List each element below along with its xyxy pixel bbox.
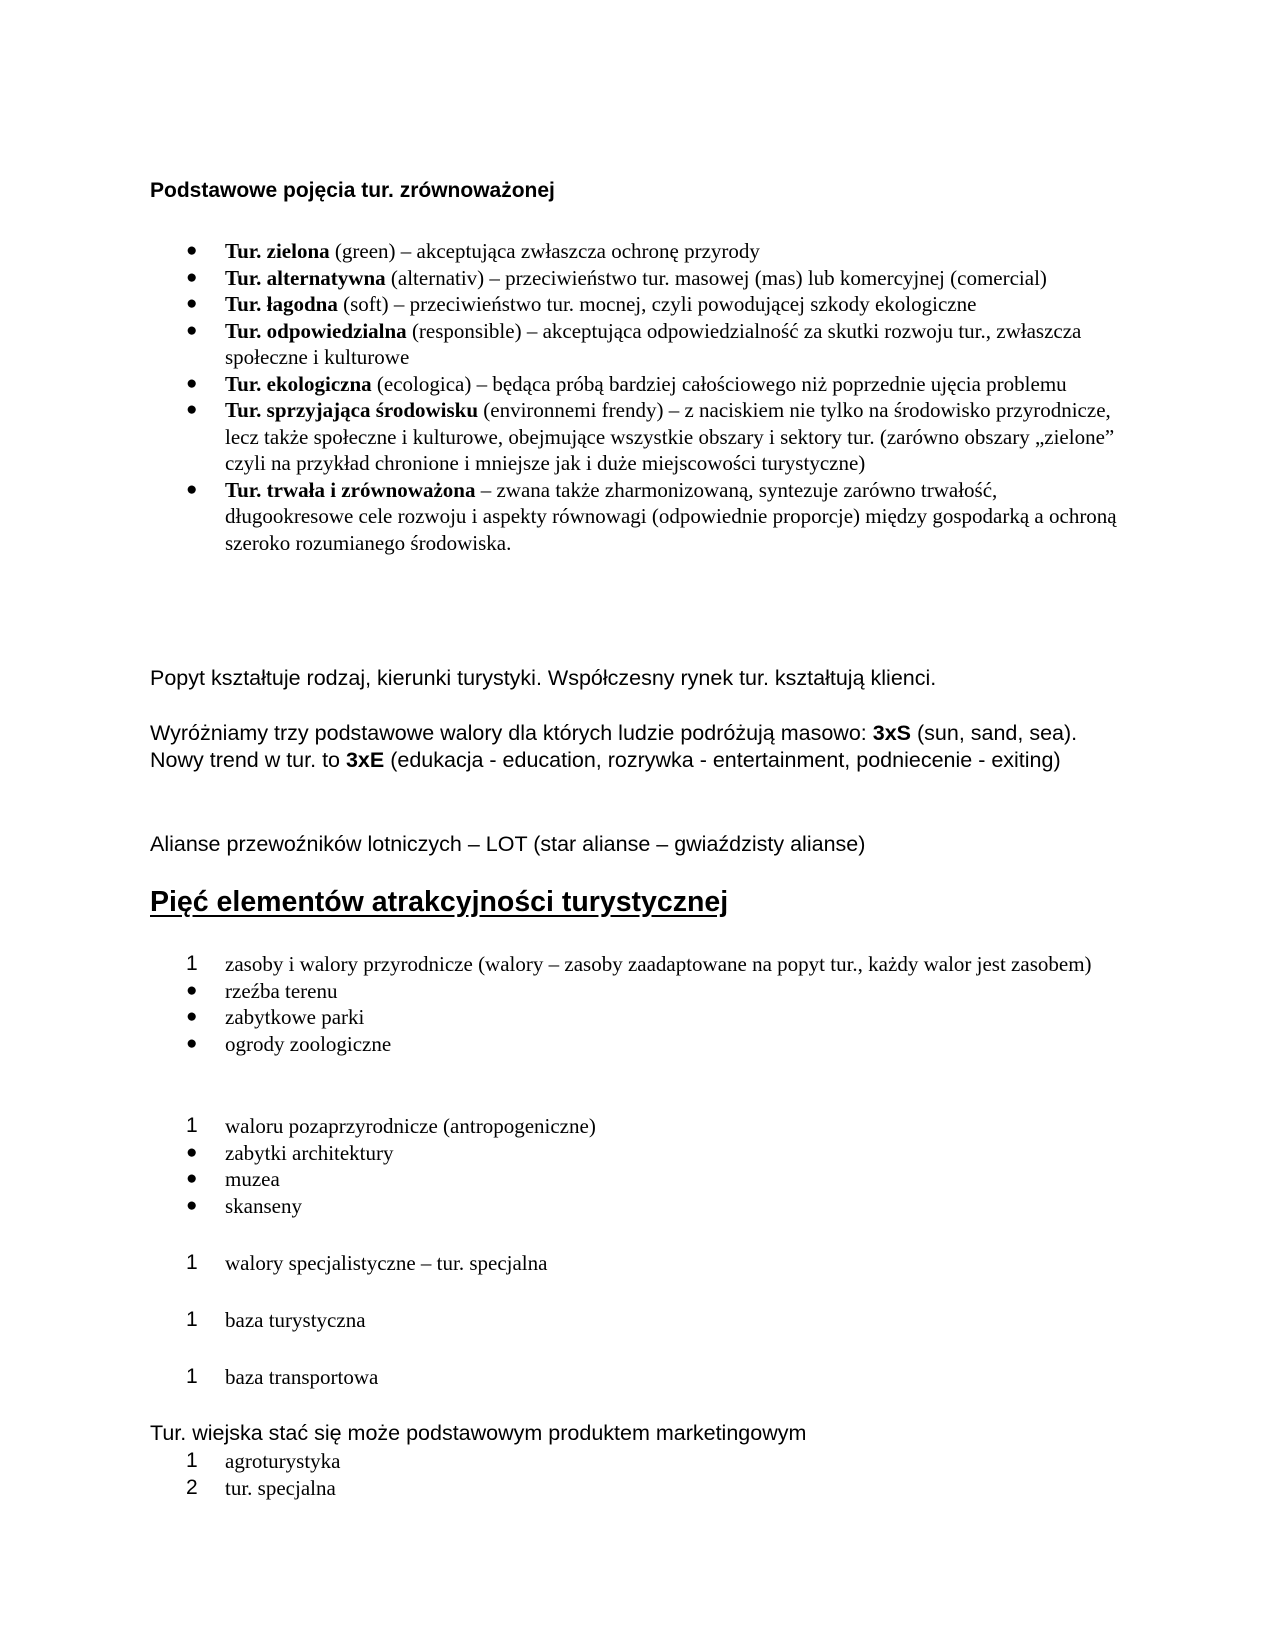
concept-description: (green) – akceptująca zwłaszcza ochronę przyrody bbox=[329, 239, 760, 263]
list-item bbox=[150, 318, 1130, 371]
item-number: 1 bbox=[186, 1365, 198, 1388]
bullet-icon: ● bbox=[186, 1168, 198, 1189]
paragraph-wiejska: Tur. wiejska stać się może podstawowym produktem marketingowym bbox=[150, 1421, 807, 1445]
concept-description: (ecologica) – będąca próbą bardziej całościowego niż poprzednie ujęcia problemu bbox=[371, 371, 1067, 396]
bullet-icon: ● bbox=[186, 979, 198, 1001]
list-item bbox=[150, 1193, 1130, 1220]
section-heading-intro: Podstawowe pojęcia tur. zrównoważonej bbox=[150, 179, 555, 202]
concept-term: Tur. zielona bbox=[225, 239, 330, 263]
section-heading-five-elements: Pięć elementów atrakcyjności turystycznej bbox=[150, 886, 729, 918]
bullet-icon: ● bbox=[186, 266, 198, 288]
numbered-item bbox=[150, 951, 1130, 978]
concept-description: (responsible) – akceptująca odpowiedzialność za skutki rozwoju tur., zwłaszcza społeczne i kulturowe bbox=[225, 318, 1082, 369]
paragraph-alianse: Alianse przewoźników lotniczych – LOT (star alianse – gwiaździsty alianse) bbox=[150, 832, 866, 856]
group-anthropogenic-values bbox=[150, 1113, 1130, 1219]
bullet-icon: ● bbox=[186, 1006, 198, 1027]
bullet-icon: ● bbox=[186, 1194, 198, 1216]
item-label: zabytkowe parki bbox=[225, 1005, 365, 1029]
item-label: walory specjalistyczne – tur. specjalna bbox=[225, 1251, 548, 1275]
item-label: agroturystyka bbox=[225, 1449, 341, 1473]
item-label: baza turystyczna bbox=[225, 1308, 366, 1332]
numbered-item bbox=[150, 1250, 1130, 1277]
concept-term: Tur. sprzyjająca środowisku bbox=[225, 398, 479, 422]
concepts-list bbox=[150, 238, 1130, 556]
bullet-icon: ● bbox=[186, 399, 198, 420]
bullet-icon: ● bbox=[186, 478, 198, 500]
group-tourist-base bbox=[150, 1307, 1130, 1334]
concept-term: Tur. alternatywna bbox=[225, 265, 386, 290]
bullet-icon: ● bbox=[186, 319, 198, 341]
list-item bbox=[150, 371, 1130, 398]
numbered-item bbox=[150, 1364, 1130, 1391]
text-run: (sun, sand, sea). Nowy trend w tur. to bbox=[150, 721, 1078, 772]
bullet-icon: ● bbox=[186, 1032, 198, 1054]
concept-description: – zwana także zharmonizowaną, syntezuje zarówno trwałość, długookresowe cele rozwoju i aspekty równowagi (odpowiednie proporcje) między gospodarką a ochroną szeroko rozumianego środowiska. bbox=[225, 477, 1117, 555]
emphasis-3xE: 3xE bbox=[345, 747, 385, 772]
concept-term: Tur. ekologiczna bbox=[225, 371, 372, 396]
item-label: skanseny bbox=[225, 1193, 302, 1218]
item-number: 1 bbox=[186, 1449, 198, 1472]
list-item bbox=[150, 1031, 1130, 1058]
concept-description: (soft) – przeciwieństwo tur. mocnej, czyli powodującej szkody ekologiczne bbox=[337, 292, 977, 316]
rural-tourism-list bbox=[150, 1448, 1130, 1501]
concept-description: (alternativ) – przeciwieństwo tur. masowej (mas) lub komercyjnej (comercial) bbox=[385, 265, 1047, 290]
item-label: rzeźba terenu bbox=[225, 978, 338, 1003]
item-label: waloru pozaprzyrodnicze (antropogeniczne) bbox=[225, 1114, 596, 1138]
emphasis-3xS: 3xS bbox=[872, 721, 912, 745]
numbered-item bbox=[150, 1475, 1130, 1502]
item-label: zabytki architektury bbox=[225, 1140, 394, 1165]
bullet-icon: ● bbox=[186, 293, 198, 314]
item-label: baza transportowa bbox=[225, 1365, 379, 1389]
list-item bbox=[150, 265, 1130, 292]
list-item bbox=[150, 291, 1130, 318]
group-specialist-values bbox=[150, 1250, 1130, 1277]
bullet-icon: ● bbox=[186, 372, 198, 394]
numbered-item bbox=[150, 1113, 1130, 1140]
item-number: 1 bbox=[186, 1114, 198, 1137]
list-item bbox=[150, 1004, 1130, 1031]
list-item bbox=[150, 978, 1130, 1005]
concept-term: Tur. łagodna bbox=[225, 292, 338, 316]
item-number: 1 bbox=[186, 1308, 198, 1331]
text-run: Wyróżniamy trzy podstawowe walory dla których ludzie podróżują masowo: bbox=[150, 721, 873, 745]
group-transport-base bbox=[150, 1364, 1130, 1391]
numbered-item bbox=[150, 1448, 1130, 1475]
concept-description: (environnemi frendy) – z naciskiem nie tylko na środowisko przyrodnicze, lecz także społeczne i kulturowe, obejmujące wszystkie obszary i sektory tur. (zarówno obszary „zielone” czyli na przykład chronione i mniejsze jak i duże miejscowości turystyczne) bbox=[225, 398, 1115, 475]
paragraph-popyt: Popyt kształtuje rodzaj, kierunki turystyki. Współczesny rynek tur. kształtują klienci. bbox=[150, 666, 937, 690]
item-label: ogrody zoologiczne bbox=[225, 1031, 392, 1056]
list-item bbox=[150, 1140, 1130, 1167]
item-label: zasoby i walory przyrodnicze (walory – zasoby zaadaptowane na popyt tur., każdy walor jest zasobem) bbox=[225, 952, 1092, 976]
item-number: 1 bbox=[186, 952, 198, 975]
text-run: (edukacja - education, rozrywka - entertainment, podniecenie - exiting) bbox=[384, 747, 1061, 772]
item-number: 1 bbox=[186, 1251, 198, 1274]
list-item bbox=[150, 477, 1130, 557]
item-label: tur. specjalna bbox=[225, 1475, 336, 1500]
item-number: 2 bbox=[186, 1475, 198, 1499]
bullet-icon: ● bbox=[186, 1141, 198, 1163]
group-natural-values bbox=[150, 951, 1130, 1057]
concept-term: Tur. trwała i zrównoważona bbox=[225, 477, 476, 502]
bullet-icon: ● bbox=[186, 240, 198, 261]
concept-term: Tur. odpowiedzialna bbox=[225, 318, 407, 343]
list-item bbox=[150, 1166, 1130, 1193]
list-item bbox=[150, 238, 1130, 265]
list-item bbox=[150, 397, 1130, 477]
paragraph-walory bbox=[150, 720, 1110, 773]
item-label: muzea bbox=[225, 1167, 280, 1191]
numbered-item bbox=[150, 1307, 1130, 1334]
